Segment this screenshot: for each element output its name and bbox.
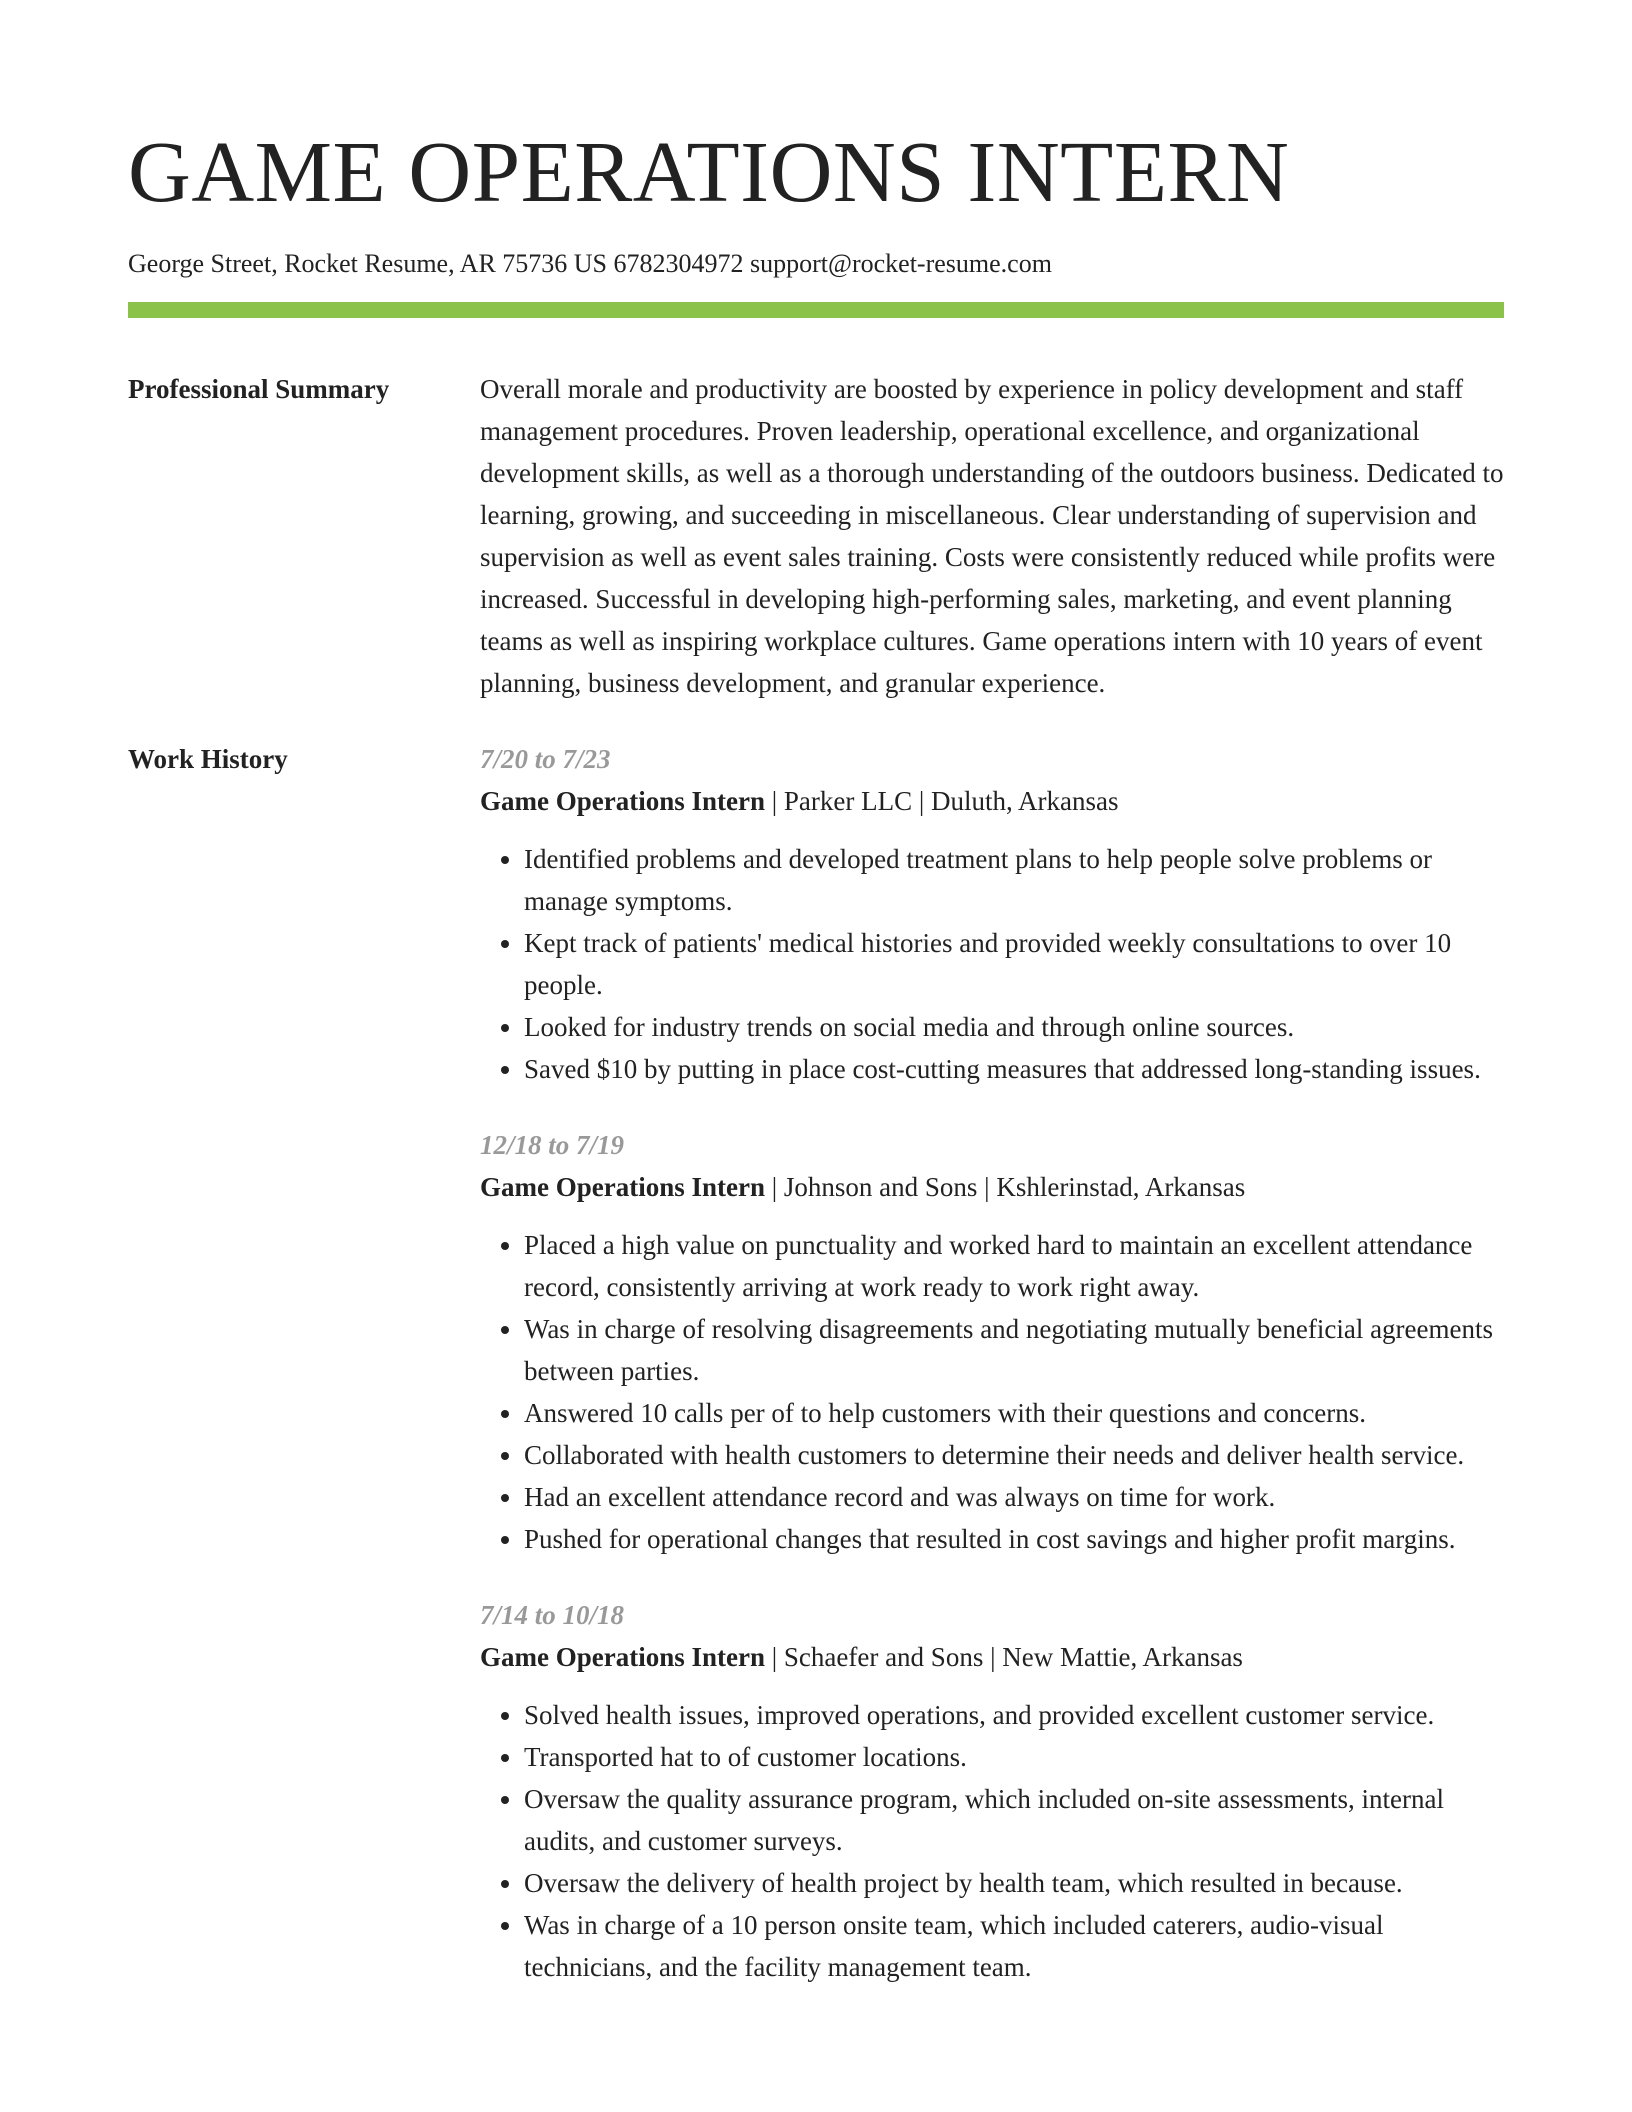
- job-bullet-list: [480, 1694, 1504, 1988]
- job-bullet: • Transported hat to of customer locations.: [524, 1736, 1504, 1778]
- job-bullet: • Oversaw the quality assurance program, which included on-site assessments, internal audits, and customer surveys.: [524, 1778, 1504, 1862]
- summary-text: Overall morale and productivity are boosted by experience in policy development and staff management procedures. Proven leadership, operational excellence, and organizational development skills, as well as a thorough understanding of the outdoors business. Dedicated to learning, growing, and succeeding in miscellaneous. Clear understanding of supervision and supervision as well as event sales training. Costs were consistently reduced while profits were increased. Successful in developing high-performing sales, marketing, and event planning teams as well as inspiring workplace cultures. Game operations intern with 10 years of event planning, business development, and granular experience.: [480, 374, 1504, 698]
- job-title: Game Operations Intern: [480, 1172, 765, 1202]
- job-separator: |: [977, 1172, 997, 1202]
- job-entry: [480, 738, 1504, 1090]
- job-bullet: • Had an excellent attendance record and was always on time for work.: [524, 1476, 1504, 1518]
- job-separator: |: [764, 786, 784, 816]
- job-dates: 12/18 to 7/19: [480, 1130, 625, 1160]
- job-title: Game Operations Intern: [480, 1642, 765, 1672]
- job-location: New Mattie, Arkansas: [1002, 1642, 1243, 1672]
- job-separator: |: [912, 786, 932, 816]
- job-bullet: • Placed a high value on punctuality and worked hard to maintain an excellent attendance record, consistently arriving at work ready to work right away.: [524, 1224, 1504, 1308]
- job-bullet-list: [480, 1224, 1504, 1560]
- professional-summary-section: [128, 368, 1504, 704]
- section-label-work-history: Work History: [128, 744, 288, 774]
- job-separator: |: [764, 1642, 784, 1672]
- job-bullet: • Identified problems and developed treatment plans to help people solve problems or manage symptoms.: [524, 838, 1504, 922]
- job-bullet: • Pushed for operational changes that resulted in cost savings and higher profit margins.: [524, 1518, 1504, 1560]
- job-separator: |: [764, 1172, 784, 1202]
- job-bullet: • Was in charge of resolving disagreements and negotiating mutually beneficial agreements between parties.: [524, 1308, 1504, 1392]
- job-entry: [480, 1594, 1504, 1988]
- job-title: Game Operations Intern: [480, 786, 765, 816]
- resume-title: GAME OPERATIONS INTERN: [128, 123, 1290, 220]
- accent-divider: [128, 302, 1504, 318]
- job-bullet: • Answered 10 calls per of to help customers with their questions and concerns.: [524, 1392, 1504, 1434]
- job-separator: |: [983, 1642, 1003, 1672]
- section-label-professional-summary: Professional Summary: [128, 374, 390, 404]
- job-bullet: • Was in charge of a 10 person onsite team, which included caterers, audio-visual technicians, and the facility management team.: [524, 1904, 1504, 1988]
- job-header: [480, 780, 1504, 822]
- job-company: Johnson and Sons: [783, 1172, 978, 1202]
- work-history-body: [480, 738, 1504, 2022]
- job-location: Duluth, Arkansas: [931, 786, 1119, 816]
- job-bullet: • Kept track of patients' medical histories and provided weekly consultations to over 10 people.: [524, 922, 1504, 1006]
- job-bullet: • Oversaw the delivery of health project by health team, which resulted in because.: [524, 1862, 1504, 1904]
- job-dates: 7/20 to 7/23: [480, 744, 611, 774]
- job-header: [480, 1166, 1504, 1208]
- job-dates: 7/14 to 10/18: [480, 1600, 625, 1630]
- job-bullet-list: [480, 838, 1504, 1090]
- job-bullet: • Collaborated with health customers to determine their needs and deliver health service.: [524, 1434, 1504, 1476]
- job-company: Parker LLC: [783, 786, 913, 816]
- job-bullet: • Solved health issues, improved operations, and provided excellent customer service.: [524, 1694, 1504, 1736]
- job-company: Schaefer and Sons: [783, 1642, 984, 1672]
- job-bullet: • Saved $10 by putting in place cost-cutting measures that addressed long-standing issues.: [524, 1048, 1504, 1090]
- job-bullet: • Looked for industry trends on social media and through online sources.: [524, 1006, 1504, 1048]
- summary-body: [480, 368, 1504, 704]
- job-entry: [480, 1124, 1504, 1560]
- job-header: [480, 1636, 1504, 1678]
- job-location: Kshlerinstad, Arkansas: [996, 1172, 1246, 1202]
- work-history-section: [128, 738, 1504, 2022]
- contact-line: George Street, Rocket Resume, AR 75736 US 6782304972 support@rocket-resume.com: [128, 249, 1052, 278]
